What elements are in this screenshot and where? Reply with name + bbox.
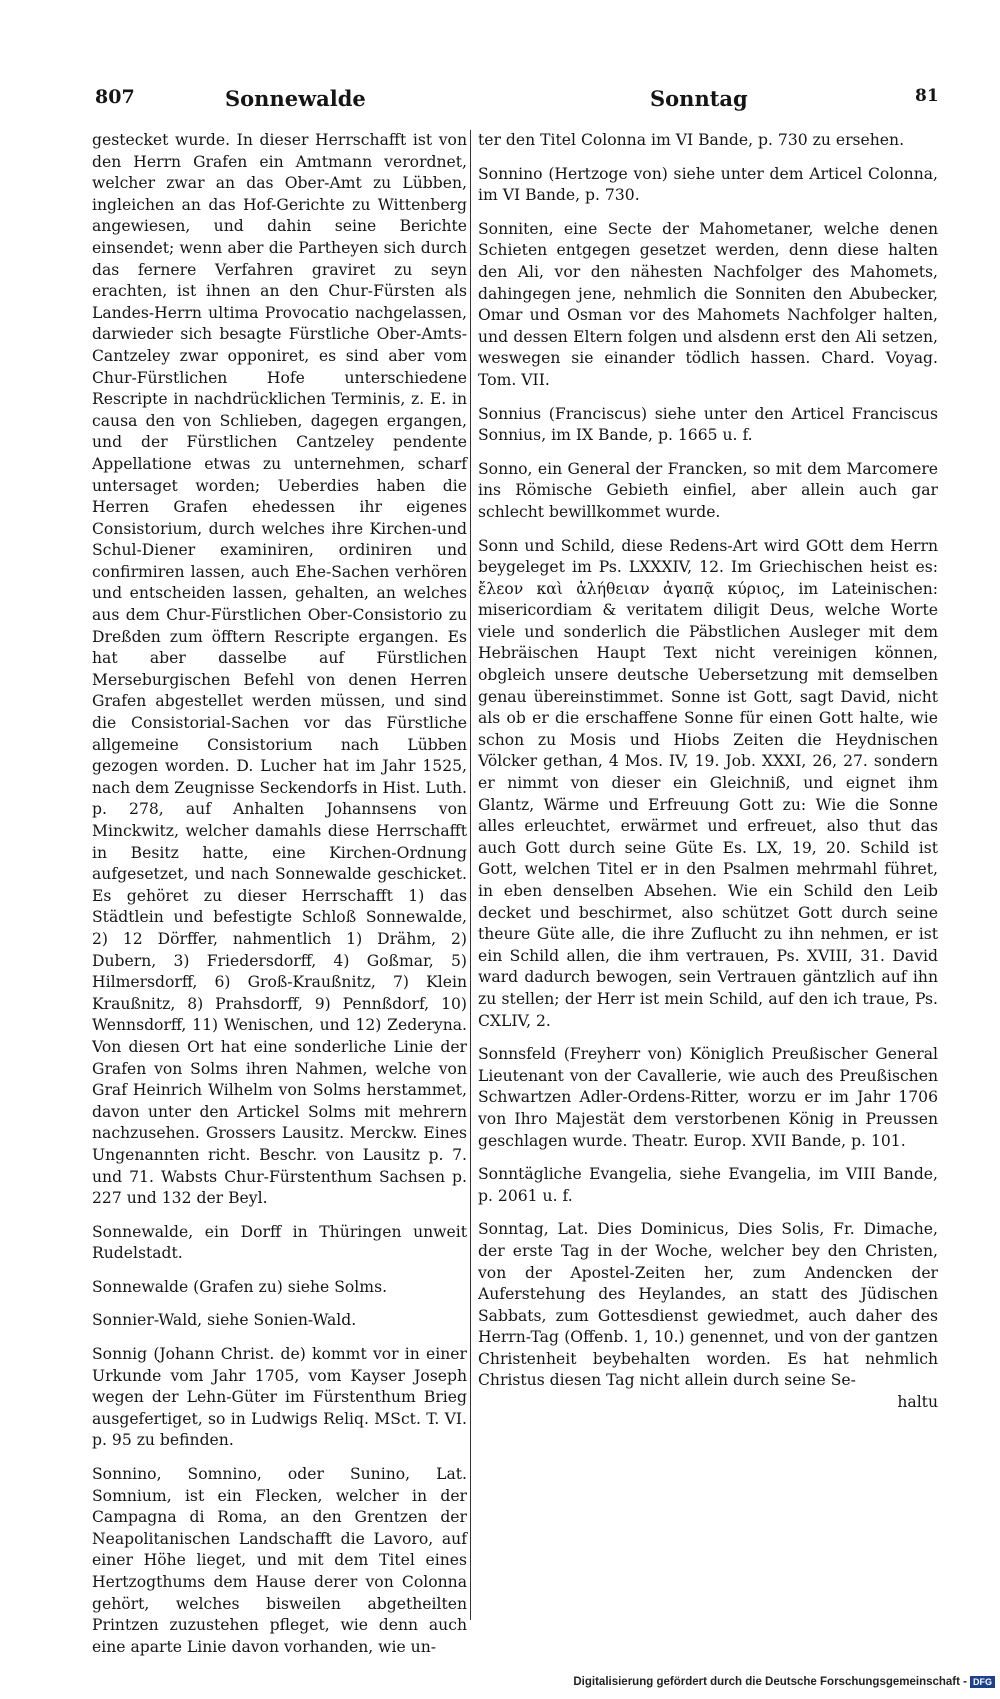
entry-sonntaegliche-evangelia: Sonntägliche Evangelia, siehe Evangelia, im VIII Bande, p. 2061 u. f. — [478, 1165, 938, 1205]
column-divider — [470, 130, 471, 1620]
entry-sonntag: Sonntag, Lat. Dies Dominicus, Dies Solis, Fr. Dimache, der erste Tag in der Woche, welcher bey den Christen, von der Apostel-Zeiten her, zum Andencken der Auferstehung des Heylandes, an statt des Jüdischen Sabbats, zum Gottesdienst gewiedmet, auch daher des Herrn-Tag (Offenb. 1, 10.) genennet, und von der gantzen Christenheit beybehalten worden. Es hat nehmlich Christus diesen Tag nicht allein durch seine Se- — [478, 1220, 938, 1390]
left-running-title: Sonnewalde — [225, 86, 366, 111]
page-header — [90, 86, 970, 116]
entry-sonn-und-schild: Sonn und Schild, diese Redens-Art wird GOtt dem Herrn beygeleget im Ps. LXXXIV, 12. Im Griechischen heist es: ἔλεον καὶ ἀλήθειαν ἀγαπᾷ κύριος, im Lateinischen: misericordiam & veritatem diligit Deus, welche Worte viele und sonderlich die Päbstlichen Ausleger mit dem Hebräischen Haupt Text nicht vereinigen können, obgleich unsere deutsche Uebersetzung mit demselben genau übereinstimmet. Sonne ist Gott, sagt David, nicht als ob er die erschaffene Sonne für einen Gott halte, wie schon zu Mosis und Hiobs Zeiten die Heydnischen Völcker gethan, 4 Mos. IV, 19. Job. XXXI, 26, 27. sondern er nimmt von dieser ein Gleichniß, und eignet ihm Glantz, Wärme und Erfreuung Gott zu: Wie die Sonne alles erleuchtet, erwärmet und erfreuet, also thut das auch Gott durch seine Güte Es. LX, 19, 20. Schild ist Gott, welchen Titel er in den Psalmen mehrmahl führet, in eben denselben Absehen. Wie ein Schild den Leib decket und beschirmet, also schützet Gott durch seine theure Güte alle, die ihre Zuflucht zu ihn nehmen, er ist ein Schild allen, die ihm vertrauen, Ps. XVIII, 31. David ward dadurch bewogen, sein Vertrauen gäntzlich auf ihn zu stellen; der Herr ist mein Schild, auf den ich traue, Ps. CXLIV, 2. — [478, 536, 938, 1030]
entry-sonnewalde-dorff: Sonnewalde, ein Dorff in Thüringen unweit Rudelstadt. — [92, 1222, 467, 1263]
right-column — [478, 130, 938, 1414]
entry-sonnewalde-grafen: Sonnewalde (Grafen zu) siehe Solms. — [92, 1277, 388, 1296]
entry-sonnig: Sonnig (Johann Christ. de) kommt vor in einer Urkunde vom Jahr 1705, vom Kayser Joseph wegen der Lehn-Güter im Fürstenthum Brieg ausgefertiget, so in Ludwigs Reliq. MSct. T. VI. p. 95 zu befinden. — [92, 1345, 467, 1450]
entry-sonnino-continuation: ter den Titel Colonna im VI Bande, p. 730 zu ersehen. — [478, 131, 905, 149]
entry-sonnino-hertzoge: Sonnino (Hertzoge von) siehe unter dem Articel Colonna, im VI Bande, p. 730. — [478, 164, 938, 205]
entry-sonniten: Sonniten, eine Secte der Mahometaner, welche denen Schieten entgegen gesetzet werden, denn diese halten den Ali, vor den nähesten Nachfolger des Mahomets, dahingegen jene, nehmlich die Sonniten den Abubecker, Omar und Osman vor des Mahomets Nachfolger halten, und dessen Eltern folgen und alsdenn erst den Ali setzen, weswegen sie einander tödlich hassen. Chard. Voyag. Tom. VII. — [478, 219, 938, 389]
entry-sonno: Sonno, ein General der Francken, so mit dem Marcomere ins Römische Gebieth einfiel, aber allein auch gar schlecht bewillkommet wurde. — [478, 459, 938, 521]
entry-sonnius: Sonnius (Franciscus) siehe unter den Articel Franciscus Sonnius, im IX Bande, p. 1665 u. f. — [478, 404, 938, 445]
right-page-number: 81 — [915, 86, 939, 106]
entry-sonnsfeld: Sonnsfeld (Freyherr von) Königlich Preußischer General Lieutenant von der Cavallerie, wie auch des Preußischen Schwartzen Adler-Ordens-Ritter, worzu er im Jahr 1706 von Ihro Majestät dem verstorbenen König in Preussen geschlagen wurde. Theatr. Europ. XVII Bande, p. 101. — [478, 1045, 938, 1150]
dfg-logo: DFG — [970, 1676, 995, 1688]
entry-sonnewalde-continuation: gestecket wurde. In dieser Herrschafft ist von den Herrn Grafen ein Amtmann verordnet, welcher zwar an das Ober-Amt zu Lübben, ingleichen an das Hof-Gerichte zu Wittenberg angewiesen, und dahin seine Berichte einsendet; wenn aber die Partheyen sich durch das fernere Verfahren graviret zu seyn erachten, ist ihnen an den Chur-Fürsten als Landes-Herrn ultima Provocatio nachgelassen, darwieder sich besagte Fürstliche Ober-Amts-Cantzeley zwar opponiret, es sind aber vom Chur-Fürstlichen Hofe unterschiedene Rescripte in nachdrücklichen Terminis, z. E. in causa den von Schlieben, dagegen ergangen, und der Fürstlichen Cantzeley pendente Appellatione etwas zu unternehmen, scharf untersaget worden; Ueberdies haben die Herren Grafen ehedessen ihr eigenes Consistorium, durch welches ihre Kirchen-und Schul-Diener examiniren, ordiniren und confirmiren lassen, auch Ehe-Sachen verhören und entscheiden lassen, gehalten, an welches aus dem Chur-Fürstlichen Ober-Consistorio zu Dreßden zum öfftern Rescripte ergangen. Es hat aber dasselbe auf Fürstlichen Merseburgischen Befehl von denen Herren Grafen abgestellet werden müssen, und sind die Consistorial-Sachen vor das Fürstliche allgemeine Consistorium nach Lübben gezogen worden. D. Lucher hat im Jahr 1525, nach dem Zeugnisse Seckendorfs in Hist. Luth. p. 278, auf Anhalten Johannsens von Minckwitz, welcher damahls diese Herrschafft in Besitz hatte, eine Kirchen-Ordnung aufgesetzet, und nach Sonnewalde geschicket. Es gehöret zu dieser Herrschafft 1) das Städtlein und befestigte Schloß Sonnewalde, 2) 12 Dörffer, nahmentlich 1) Drähm, 2) Dubern, 3) Friedersdorff, 4) Goßmar, 5) Hilmersdorff, 6) Groß-Kraußnitz, 7) Klein Kraußnitz, 8) Prahsdorff, 9) Pennßdorf, 10) Wennsdorff, 11) Wenischen, und 12) Zederyna. Von diesen Ort hat eine sonderliche Linie der Grafen von Solms ihren Nahmen, welche von Graf Heinrich Wilhelm von Solms herstammet, davon unter den Artickel Solms mit mehrern nachzusehen. Grossers Lausitz. Merckw. Eines Ungenannten richt. Beschr. von Lausitz p. 7. und 71. Wabsts Chur-Fürstenthum Sachsen p. 227 und 132 der Beyl. — [92, 131, 467, 1208]
left-page-number: 807 — [95, 86, 135, 108]
catchword: haltu — [897, 1393, 938, 1412]
entry-sonnier-wald: Sonnier-Wald, siehe Sonien-Wald. — [92, 1311, 357, 1330]
entry-sonnino: Sonnino, Somnino, oder Sunino, Lat. Somnium, ist ein Flecken, welcher in der Campagna di Roma, an den Grentzen der Neapolitanischen Landschafft die Lavoro, auf einer Höhe lieget, und mit dem Titel eines Hertzogthums dem Hause derer von Colonna gehört, welches bisweilen abgetheilten Printzen zuzustehen pfleget, wie denn auch eine aparte Linie davon vorhanden, wie un- — [92, 1465, 467, 1656]
right-running-title: Sonntag — [650, 86, 748, 111]
left-column — [92, 130, 467, 1658]
credit-text: Digitalisierung gefördert durch die Deutsche Forschungsgemeinschaft - — [573, 1676, 967, 1688]
digitization-credit — [540, 1676, 995, 1688]
